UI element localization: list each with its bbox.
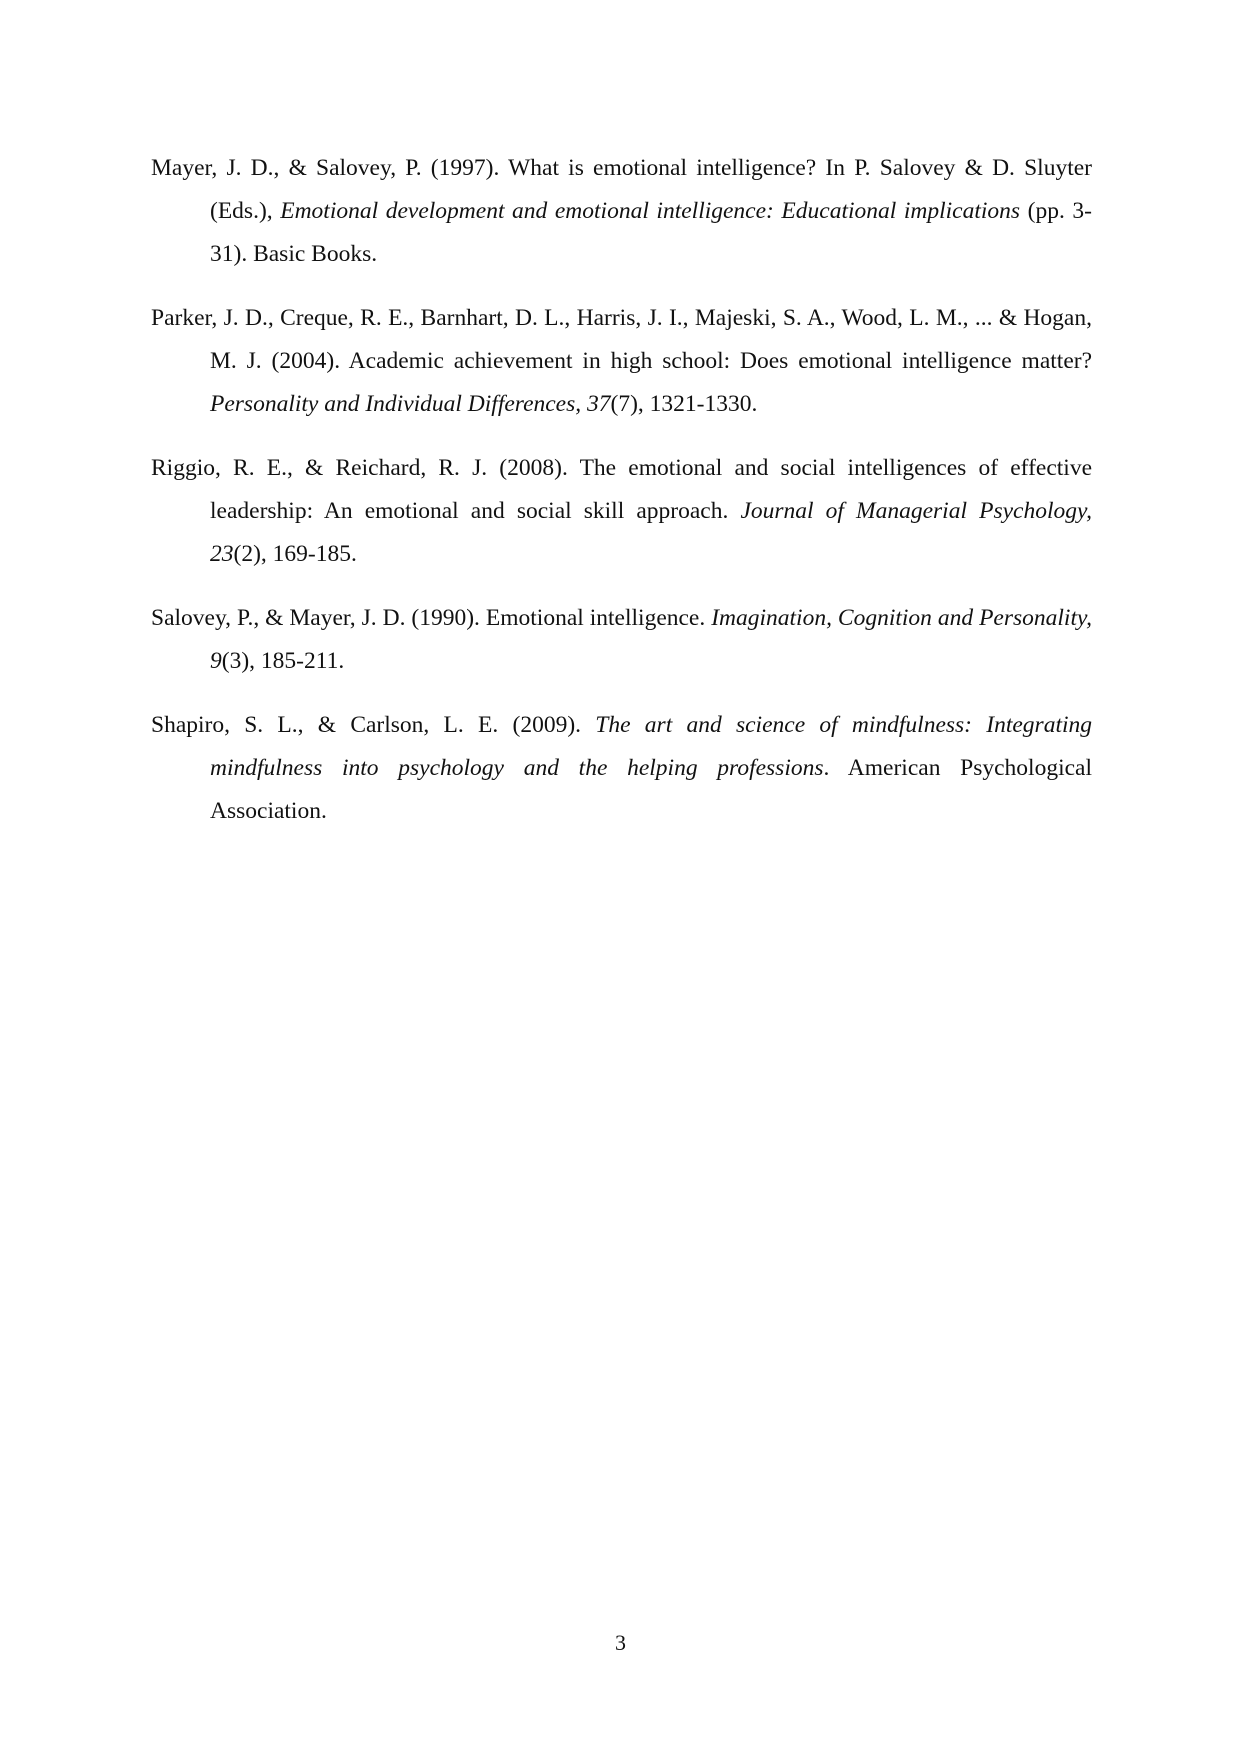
reference-list: [151, 147, 1092, 854]
reference-text: Mayer, J. D., & Salovey, P. (1997). What is emotional intelligence? In P. Salovey & D. Sluyter (Eds.),: [151, 155, 1092, 224]
reference-text: (3), 185-211.: [221, 648, 345, 674]
reference-text: Shapiro, S. L., & Carlson, L. E. (2009).: [151, 712, 596, 738]
reference-text: (2), 169-185.: [233, 541, 357, 567]
reference-source-title: Emotional development and emotional intelligence: Educational implications: [280, 198, 1021, 224]
reference-entry: [151, 147, 1092, 276]
reference-source-title: Journal of Managerial Psychology, 23: [210, 498, 1092, 567]
reference-entry: [151, 447, 1092, 576]
page-number: 3: [615, 1630, 626, 1655]
reference-entry: [151, 597, 1092, 683]
reference-source-title: The art and science of mindfulness: Integrating mindfulness into psychology and the helping professions: [210, 712, 1092, 781]
reference-text: Parker, J. D., Creque, R. E., Barnhart, D. L., Harris, J. I., Majeski, S. A., Wood, L. M., ... & Hogan, M. J. (2004). Academic achievement in high school: Does emotional intelligence matter?: [151, 305, 1092, 374]
reference-text: Salovey, P., & Mayer, J. D. (1990). Emotional intelligence.: [151, 605, 712, 631]
reference-text: (pp. 3-31). Basic Books.: [210, 198, 1092, 267]
reference-entry: [151, 297, 1092, 426]
reference-text: . American Psychological Association.: [210, 755, 1092, 824]
reference-source-title: Personality and Individual Differences, 37: [210, 391, 611, 417]
reference-text: Riggio, R. E., & Reichard, R. J. (2008). The emotional and social intelligences of effective leadership: An emotional and social skill approach.: [151, 455, 1092, 524]
reference-text: (7), 1321-1330.: [610, 391, 758, 417]
reference-entry: [151, 704, 1092, 833]
reference-source-title: Imagination, Cognition and Personality, 9: [210, 605, 1092, 674]
